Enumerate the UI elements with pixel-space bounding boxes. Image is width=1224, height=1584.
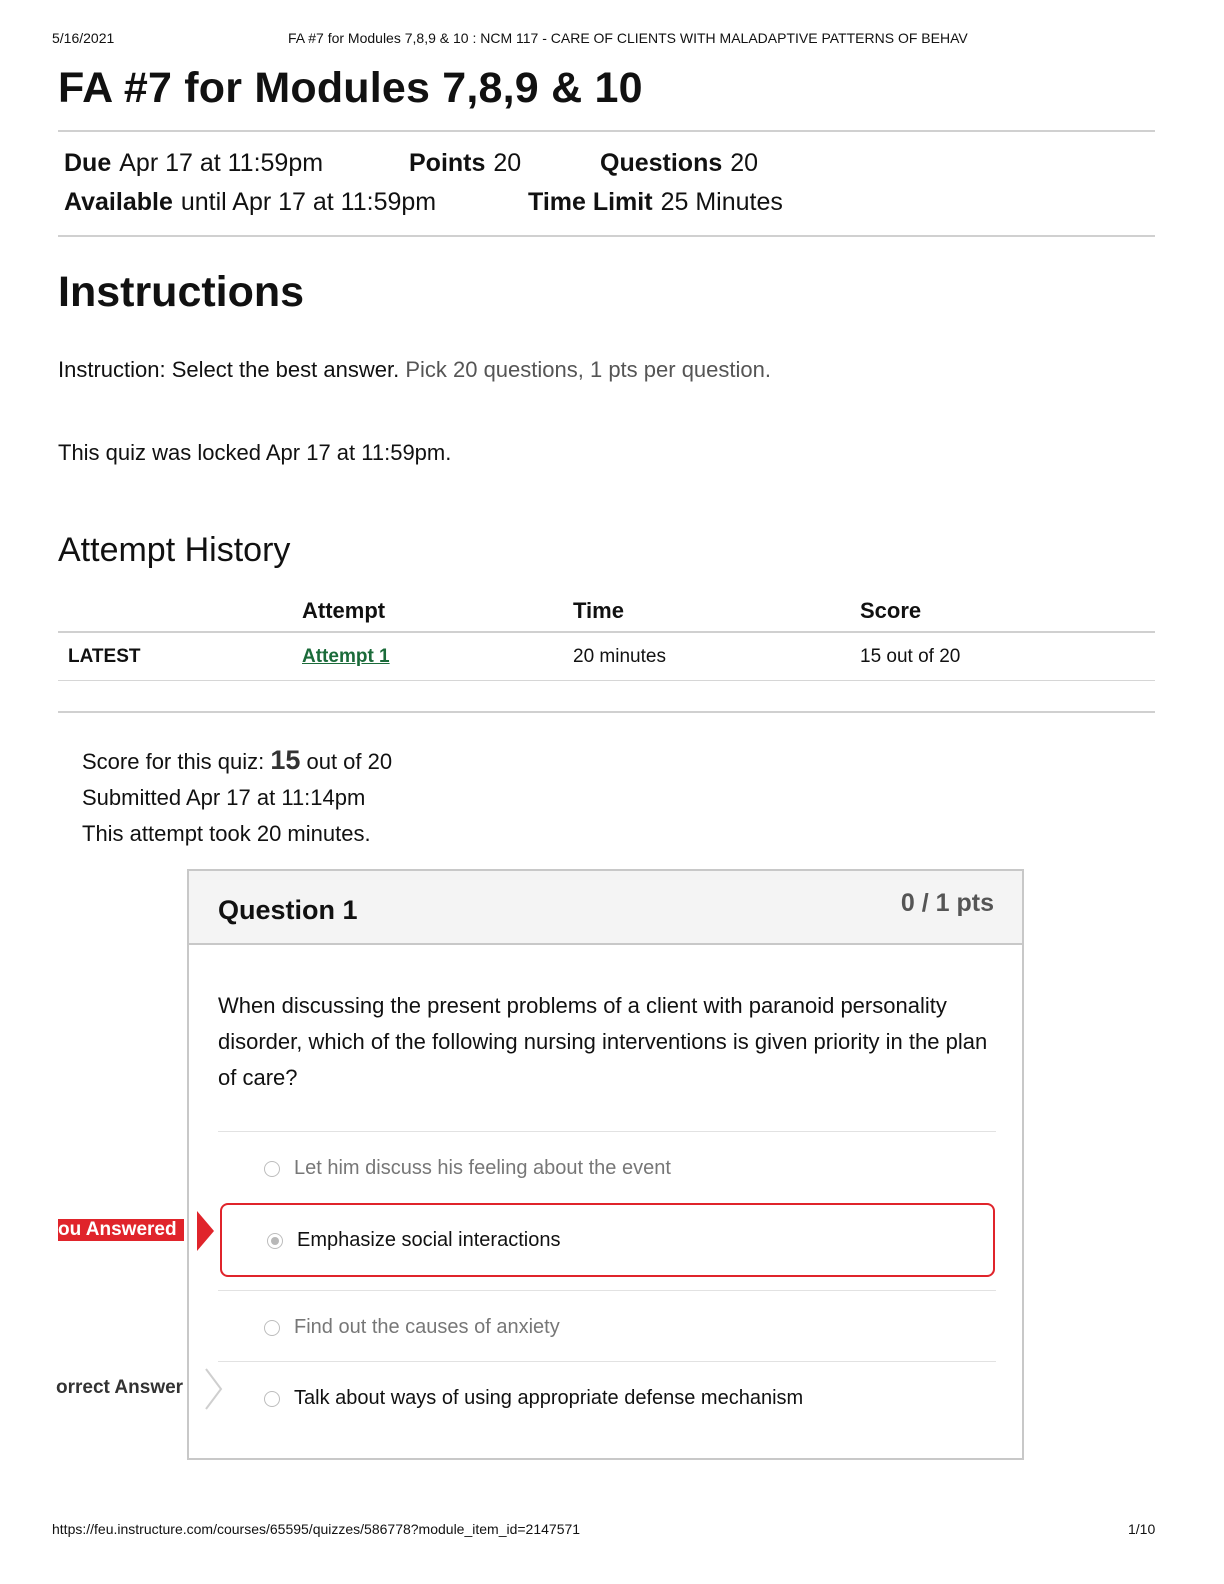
- duration-line: This attempt took 20 minutes.: [82, 821, 371, 846]
- instructions-heading: Instructions: [58, 268, 305, 316]
- you-answered-label: ou Answered: [58, 1219, 184, 1241]
- question-card: [187, 869, 1024, 1460]
- locked-notice: This quiz was locked Apr 17 at 11:59pm.: [58, 440, 452, 465]
- print-footer-url: https://feu.instructure.com/courses/65595/quizzes/586778?module_item_id=2147571: [52, 1521, 581, 1537]
- table-header-divider: [58, 631, 1155, 633]
- radio-icon[interactable]: [264, 1161, 280, 1177]
- time-limit-label: Time Limit: [528, 188, 653, 216]
- divider: [58, 235, 1155, 237]
- points-value: 20: [493, 149, 522, 177]
- instructions-line-main: Instruction: Select the best answer.: [58, 357, 400, 382]
- column-header-score: Score: [860, 598, 922, 623]
- question-points: 0 / 1 pts: [900, 889, 994, 917]
- answer-divider: [218, 1361, 996, 1362]
- table-row-divider: [58, 680, 1155, 681]
- score-value: 15: [270, 745, 301, 775]
- attempt-1-link[interactable]: Attempt 1: [302, 646, 390, 667]
- instructions-line-pick: Pick 20 questions, 1 pts per question.: [405, 357, 771, 382]
- instructions-text: [58, 357, 771, 383]
- available-value: until Apr 17 at 11:59pm: [180, 188, 437, 216]
- answer-label: Emphasize social interactions: [297, 1229, 561, 1251]
- points-detail: [409, 149, 521, 178]
- radio-selected-icon[interactable]: [267, 1233, 283, 1249]
- answer-option[interactable]: [264, 1157, 671, 1180]
- answer-divider: [218, 1290, 996, 1291]
- due-detail: [64, 149, 323, 178]
- available-label: Available: [64, 188, 173, 216]
- answer-option-selected[interactable]: [267, 1229, 560, 1252]
- questions-value: 20: [730, 149, 759, 177]
- score-line: [82, 742, 392, 780]
- answer-option-correct[interactable]: [264, 1387, 803, 1410]
- answer-option[interactable]: [264, 1316, 560, 1339]
- column-header-attempt: Attempt: [302, 598, 386, 623]
- print-date: 5/16/2021: [52, 30, 115, 46]
- submitted-line: Submitted Apr 17 at 11:14pm: [82, 785, 366, 810]
- radio-icon[interactable]: [264, 1320, 280, 1336]
- attempt-history-heading: Attempt History: [58, 531, 291, 569]
- score-summary: [82, 742, 392, 852]
- quiz-title: FA #7 for Modules 7,8,9 & 10: [58, 64, 643, 112]
- score-prefix: Score for this quiz:: [82, 749, 265, 774]
- print-page-number: 1/10: [1128, 1521, 1156, 1537]
- answer-label: Let him discuss his feeling about the event: [294, 1157, 671, 1179]
- questions-label: Questions: [600, 149, 723, 177]
- latest-label: LATEST: [68, 646, 141, 667]
- questions-detail: [600, 149, 758, 178]
- print-page-title: FA #7 for Modules 7,8,9 & 10 : NCM 117 - CARE OF CLIENTS WITH MALADAPTIVE PATTERNS OF BEHAV: [288, 30, 968, 46]
- radio-icon[interactable]: [264, 1391, 280, 1407]
- time-limit-value: 25 Minutes: [660, 188, 783, 216]
- points-label: Points: [409, 149, 486, 177]
- due-value: Apr 17 at 11:59pm: [119, 149, 324, 177]
- attempt-score: 15 out of 20: [860, 646, 961, 667]
- question-title: Question 1: [218, 895, 358, 925]
- question-text: When discussing the present problems of a client with paranoid personality disorder, which of the following nursing interventions is given priority in the plan of care?: [218, 993, 988, 1090]
- column-header-time: Time: [573, 598, 624, 623]
- question-header: [189, 871, 1022, 945]
- correct-answer-label: orrect Answer: [56, 1377, 184, 1398]
- time-limit-detail: [528, 188, 783, 217]
- divider: [58, 130, 1155, 132]
- divider: [58, 711, 1155, 713]
- answer-label: Find out the causes of anxiety: [294, 1316, 560, 1338]
- available-detail: [64, 188, 436, 217]
- due-label: Due: [64, 149, 112, 177]
- answer-divider: [218, 1131, 996, 1132]
- answer-label: Talk about ways of using appropriate defense mechanism: [294, 1387, 804, 1409]
- attempt-time: 20 minutes: [573, 646, 666, 667]
- score-suffix: out of 20: [306, 749, 393, 774]
